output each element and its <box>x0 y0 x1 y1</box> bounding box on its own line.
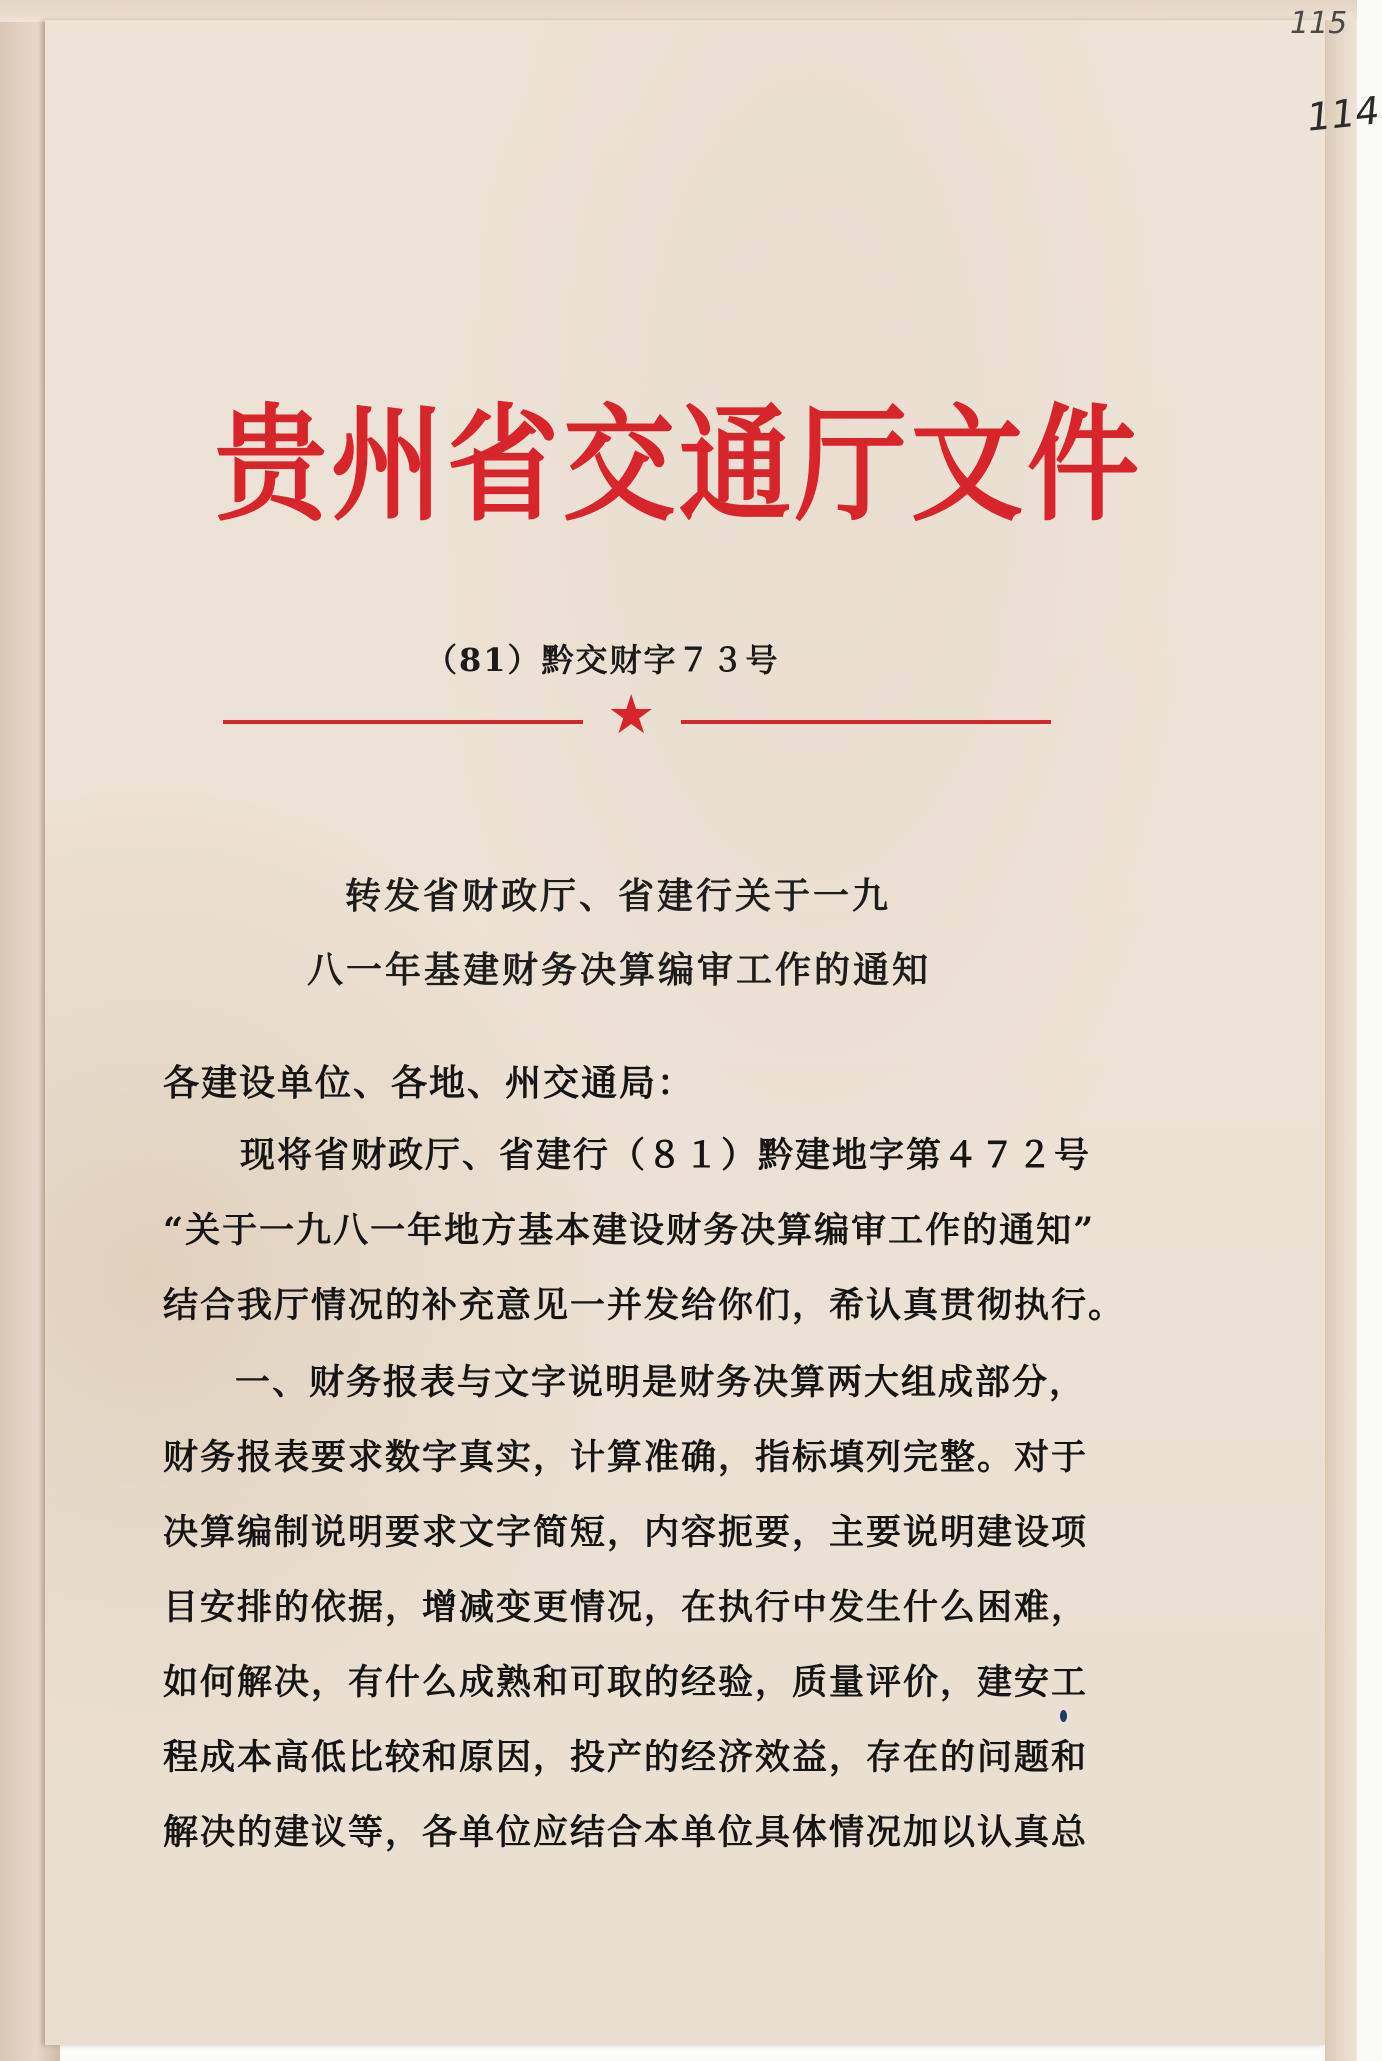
document-page <box>45 6 1382 2045</box>
document-number: （81）黔交财字７３号 <box>425 641 780 679</box>
right-sheet-edge <box>1325 20 1357 2061</box>
body-line-9: 程成本高低比较和原因，投产的经济效益，存在的问题和 <box>163 1737 1089 1778</box>
addressee: 各建设单位、各地、州交通局： <box>163 1062 696 1104</box>
body-line-8: 如何解决，有什么成熟和可取的经验，质量评价，建安工 <box>163 1662 1089 1703</box>
folio-number: 114 <box>1304 88 1382 140</box>
red-rule-left <box>223 720 583 724</box>
body-line-5: 财务报表要求数字真实，计算准确，指标填列完整。对于 <box>163 1437 1089 1478</box>
notice-title-line-1: 转发省财政厅、省建行关于一九 <box>345 875 892 917</box>
folio-number-top: 115 <box>1290 6 1348 41</box>
body-line-2: “关于一九八一年地方基本建设财务决算编审工作的通知” <box>163 1210 1096 1251</box>
body-line-6: 决算编制说明要求文字简短，内容扼要，主要说明建设项 <box>163 1512 1089 1553</box>
body-line-10: 解决的建议等，各单位应结合本单位具体情况加以认真总 <box>163 1812 1089 1853</box>
star-icon: ★ <box>607 683 656 746</box>
masthead-title: 贵州省交通厅文件 <box>215 393 1143 539</box>
back-sheet-top-edge <box>0 0 1357 22</box>
body-line-3: 结合我厅情况的补充意见一并发给你们，希认真贯彻执行。 <box>163 1285 1126 1326</box>
notice-title-line-2: 八一年基建财务决算编审工作的通知 <box>307 949 932 991</box>
body-line-1: 现将省财政厅、省建行（８１）黔建地字第４７２号 <box>240 1135 1092 1176</box>
body-line-4: 一、财务报表与文字说明是财务决算两大组成部分， <box>235 1362 1087 1403</box>
ink-speck <box>1060 1710 1067 1722</box>
body-line-7: 目安排的依据，增减变更情况，在执行中发生什么困难， <box>163 1587 1089 1628</box>
red-rule-right <box>681 720 1051 724</box>
